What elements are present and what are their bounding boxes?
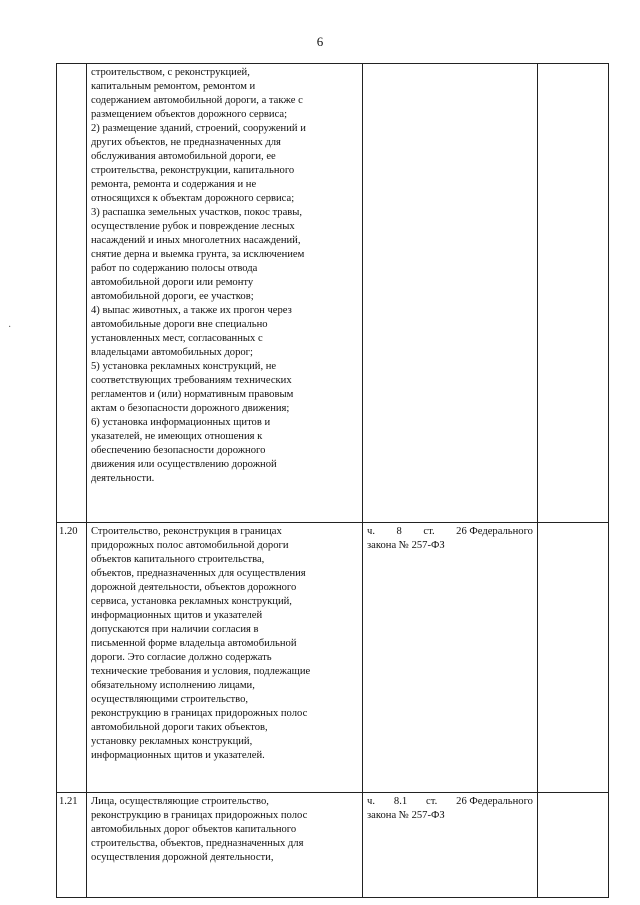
text-line: Строительство, реконструкция в границах <box>91 526 282 537</box>
margin-mark: · <box>8 322 12 333</box>
text-line: 5) установка рекламных конструкций, не <box>91 361 277 372</box>
text-line: установленных мест, согласованных с <box>91 333 263 344</box>
legal-reference <box>363 793 538 898</box>
text-line: регламентов и (или) нормативным правовым <box>91 389 294 400</box>
text-line: 2) размещение зданий, строений, сооружений и <box>91 123 306 134</box>
text-line: соответствующих требованиям технических <box>91 375 292 386</box>
text-line: автомобильной дороги, ее участков; <box>91 291 254 302</box>
requirement-text <box>87 793 363 898</box>
text-line: содержанием автомобильной дороги, а также с <box>91 95 303 106</box>
requirement-text <box>87 523 363 793</box>
text-line: строительства, объектов, предназначенных для <box>91 838 304 849</box>
text-line: придорожных полос автомобильной дороги <box>91 540 289 551</box>
text-line: 6) установка информационных щитов и <box>91 417 271 428</box>
text-line: указателей, не имеющих отношения к <box>91 431 263 442</box>
text-line: других объектов, не предназначенных для <box>91 137 281 148</box>
requirement-text <box>87 64 363 523</box>
text-line: сервиса, установка рекламных конструкций, <box>91 596 292 607</box>
page-number: 6 <box>316 34 324 49</box>
text-line: допускаются при наличии согласия в <box>91 624 259 635</box>
text-line: насаждений и иных многолетних насаждений, <box>91 235 301 246</box>
text-line: автомобильных дорог объектов капитального <box>91 824 297 835</box>
text-line: реконструкцию в границах придорожных полос <box>91 810 308 821</box>
row-number <box>57 64 87 523</box>
row-number: 1.20 <box>57 523 87 793</box>
text-line: строительством, с реконструкцией, <box>91 67 250 78</box>
text-line: владельцами автомобильных дорог; <box>91 347 253 358</box>
ref-word: 26 Федерального <box>456 796 533 807</box>
text-line: ремонта, ремонта и содержания и не <box>91 179 257 190</box>
text-line: движения или осуществлению дорожной <box>91 459 277 470</box>
text-line: 4) выпас животных, а также их прогон через <box>91 305 292 316</box>
text-line: технические требования и условия, подлежащие <box>91 666 311 677</box>
text-line: Лица, осуществляющие строительство, <box>91 796 269 807</box>
ref-line: закона № 257-ФЗ <box>367 540 445 551</box>
text-line: дорожной деятельности, объектов дорожного <box>91 582 297 593</box>
text-line: автомобильной дороги или ремонту <box>91 277 254 288</box>
text-line: осуществления дорожной деятельности, <box>91 852 274 863</box>
legal-reference <box>363 523 538 793</box>
empty-cell <box>538 64 609 523</box>
text-line: обеспечению безопасности дорожного <box>91 445 266 456</box>
text-line: размещением объектов дорожного сервиса; <box>91 109 288 120</box>
regulation-table <box>56 63 609 898</box>
table-row <box>57 523 609 793</box>
text-line: информационных щитов и указателей <box>91 610 263 621</box>
text-line: обслуживания автомобильной дороги, ее <box>91 151 276 162</box>
text-line: работ по содержанию полосы отвода <box>91 263 258 274</box>
text-line: относящихся к объектам дорожного сервиса; <box>91 193 295 204</box>
ref-word: 8.1 <box>393 796 408 807</box>
ref-line: закона № 257-ФЗ <box>367 810 445 821</box>
ref-word: ч. <box>367 526 375 537</box>
text-line: реконструкцию в границах придорожных полос <box>91 708 308 719</box>
text-line: актам о безопасности дорожного движения; <box>91 403 290 414</box>
ref-word: ч. <box>367 796 375 807</box>
text-line: обязательному исполнению лицами, <box>91 680 255 691</box>
ref-word: ст. <box>426 796 438 807</box>
table-row <box>57 64 609 523</box>
text-line: осуществление рубок и повреждение лесных <box>91 221 295 232</box>
empty-cell <box>538 523 609 793</box>
legal-reference <box>363 64 538 523</box>
row-number: 1.21 <box>57 793 87 898</box>
text-line: письменной форме владельца автомобильной <box>91 638 297 649</box>
text-line: установку рекламных конструкций, <box>91 736 253 747</box>
text-line: информационных щитов и указателей. <box>91 750 265 761</box>
text-line: строительства, реконструкции, капитального <box>91 165 295 176</box>
text-line: объектов, предназначенных для осуществления <box>91 568 306 579</box>
text-line: автомобильной дороги таких объектов, <box>91 722 268 733</box>
text-line: автомобильные дороги вне специально <box>91 319 268 330</box>
table-row <box>57 793 609 898</box>
text-line: осуществляющими строительство, <box>91 694 249 705</box>
text-line: 3) распашка земельных участков, покос травы, <box>91 207 303 218</box>
empty-cell <box>538 793 609 898</box>
ref-word: 8 <box>396 526 402 537</box>
text-line: дороги. Это согласие должно содержать <box>91 652 272 663</box>
text-line: деятельности. <box>91 473 155 484</box>
text-line: объектов капитального строительства, <box>91 554 265 565</box>
ref-word: 26 Федерального <box>456 526 533 537</box>
text-line: капитальным ремонтом, ремонтом и <box>91 81 256 92</box>
ref-word: ст. <box>423 526 435 537</box>
text-line: снятие дерна и выемка грунта, за исключением <box>91 249 305 260</box>
